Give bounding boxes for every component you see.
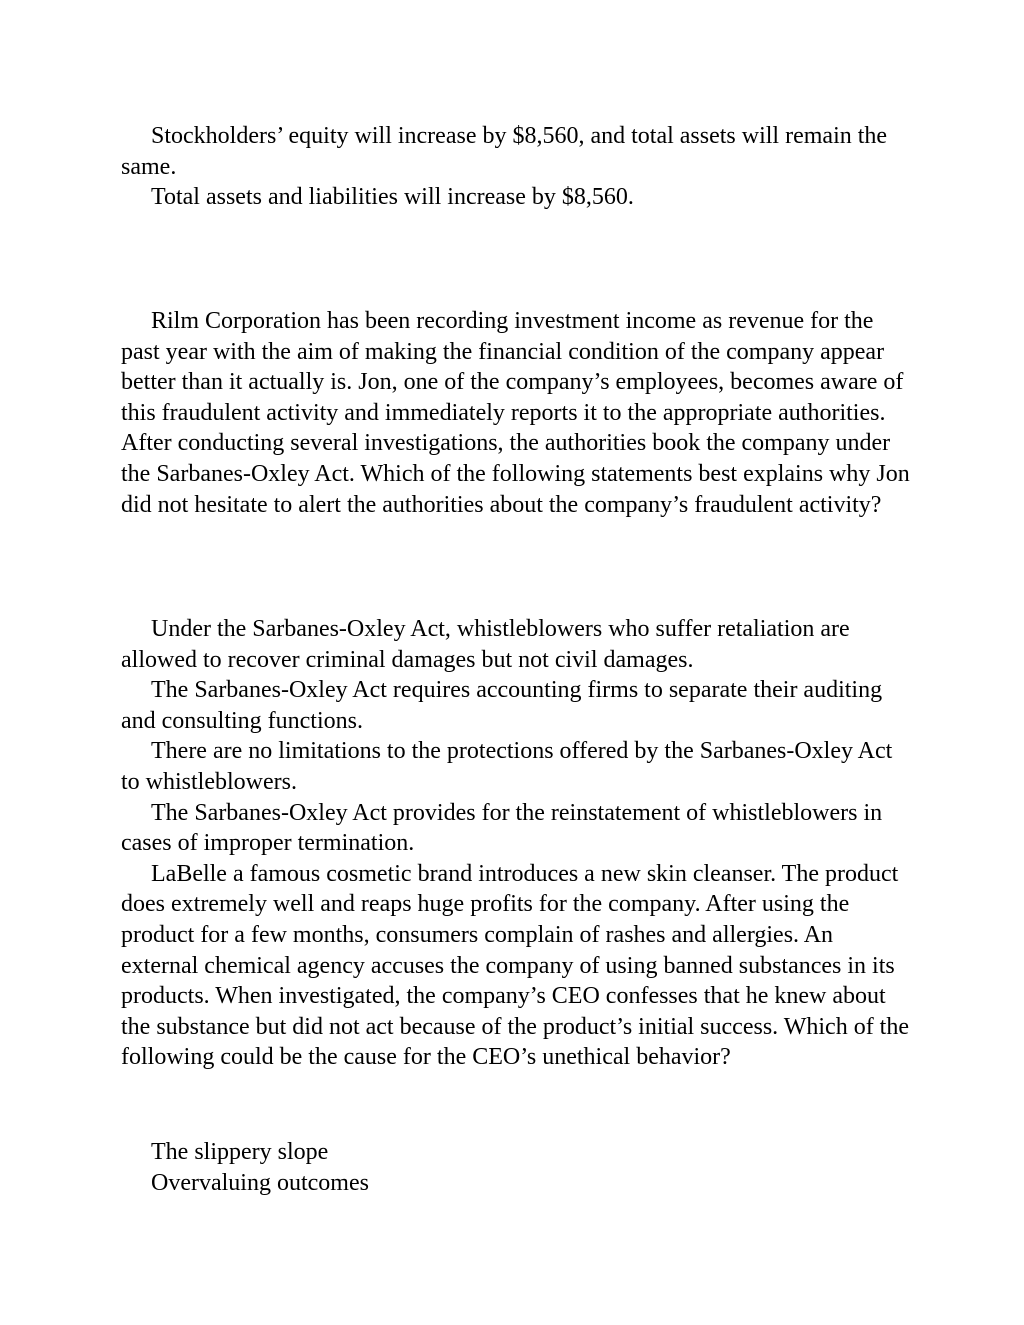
previous-answer-options — [121, 121, 911, 213]
question-text: Rilm Corporation has been recording investment income as revenue for the past year with the aim of making the financial condition of the company appear better than it actually is. Jon, one of the company’s employees, becomes aware of this fraudulent activity and immediately reports it to the appropriate authorities. After conducting several investigations, the authorities book the company under the Sarbanes-Oxley Act. Which of the following statements best explains why Jon did not hesitate to alert the authorities about the company’s fraudulent activity? — [121, 308, 910, 518]
question-1-text — [121, 306, 911, 520]
question-2-options — [121, 1137, 911, 1198]
answer-option: Total assets and liabilities will increase by $8,560. — [151, 184, 634, 211]
answer-option: The Sarbanes-Oxley Act requires accounting firms to separate their auditing and consulting functions. — [121, 677, 883, 734]
question-1-options — [121, 614, 911, 1073]
question-text: LaBelle a famous cosmetic brand introduces a new skin cleanser. The product does extremely well and reaps huge profits for the company. After using the product for a few months, consumers complain of rashes and allergies. An external chemical agency accuses the company of using banned substances in its products. When investigated, the company’s CEO confesses that he knew about the substance but did not act because of the product’s initial success. Which of the following could be the cause for the CEO’s unethical behavior? — [121, 860, 910, 1071]
answer-option: Under the Sarbanes-Oxley Act, whistleblowers who suffer retaliation are allowed to recover criminal damages but not civil damages. — [121, 616, 850, 673]
answer-option: There are no limitations to the protections offered by the Sarbanes-Oxley Act to whistleblowers. — [121, 738, 893, 795]
answer-option: The Sarbanes-Oxley Act provides for the reinstatement of whistleblowers in cases of improper termination. — [121, 799, 883, 857]
answer-option: Overvaluing outcomes — [151, 1169, 369, 1196]
answer-option: The slippery slope — [151, 1139, 329, 1165]
answer-option: Stockholders’ equity will increase by $8,560, and total assets will remain the same. — [121, 123, 888, 180]
